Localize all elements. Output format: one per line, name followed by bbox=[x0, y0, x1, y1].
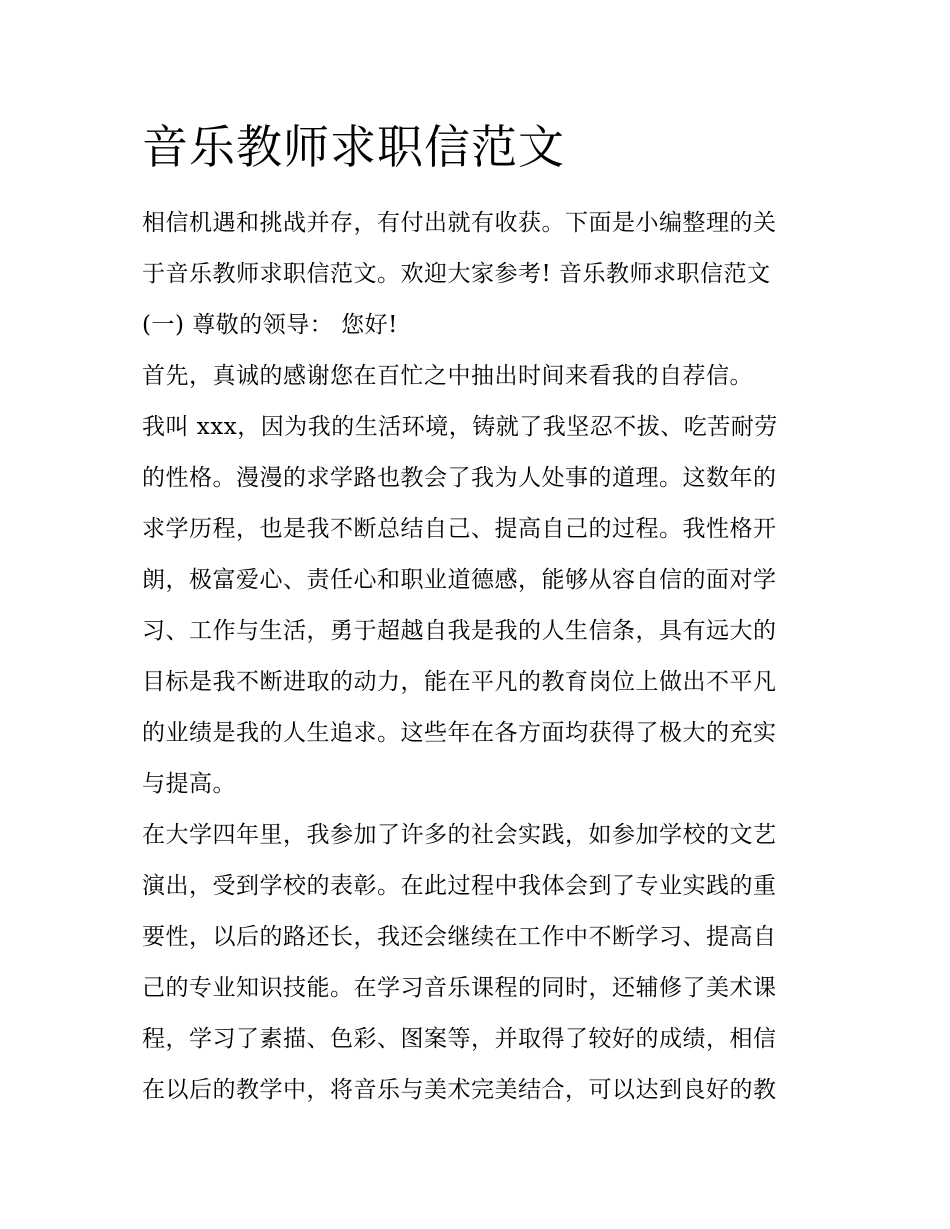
text-line: 我叫 xxx，因为我的生活环境，铸就了我坚忍不拔、吃苦耐劳 bbox=[142, 414, 778, 440]
document-body bbox=[142, 112, 814, 1116]
text-line: 的业绩是我的人生追求。这些年在各方面均获得了极大的充实 bbox=[142, 720, 777, 746]
text-line: (一) 尊敬的领导： 您好! bbox=[142, 312, 398, 338]
text-line: 己的专业知识技能。在学习音乐课程的同时，还辅修了美术课 bbox=[142, 975, 777, 1001]
text-line: 的性格。漫漫的求学路也教会了我为人处事的道理。这数年的 bbox=[142, 465, 777, 491]
text-line: 习、工作与生活，勇于超越自我是我的人生信条，具有远大的 bbox=[142, 618, 777, 644]
text-line: 要性，以后的路还长，我还会继续在工作中不断学习、提高自 bbox=[142, 924, 777, 950]
text-line: 与提高。 bbox=[142, 771, 236, 797]
text-line: 在大学四年里，我参加了许多的社会实践，如参加学校的文艺 bbox=[142, 822, 777, 848]
text-line: 求学历程，也是我不断总结自己、提高自己的过程。我性格开 bbox=[142, 516, 777, 542]
text-line: 在以后的教学中，将音乐与美术完美结合，可以达到良好的教 bbox=[142, 1077, 777, 1103]
text-line: 目标是我不断进取的动力，能在平凡的教育岗位上做出不平凡 bbox=[142, 669, 777, 695]
text-line: 首先，真诚的感谢您在百忙之中抽出时间来看我的自荐信。 bbox=[142, 363, 753, 389]
text-line: 演出，受到学校的表彰。在此过程中我体会到了专业实践的重 bbox=[142, 873, 777, 899]
text-line: 相信机遇和挑战并存，有付出就有收获。下面是小编整理的关 bbox=[142, 210, 777, 236]
text-line: 程，学习了素描、色彩、图案等，并取得了较好的成绩，相信 bbox=[142, 1026, 777, 1052]
text-line: 朗，极富爱心、责任心和职业道德感，能够从容自信的面对学 bbox=[142, 567, 777, 593]
page-title: 音乐教师求职信范文 bbox=[142, 120, 565, 174]
text-line: 于音乐教师求职信范文。欢迎大家参考! 音乐教师求职信范文 bbox=[142, 261, 771, 287]
